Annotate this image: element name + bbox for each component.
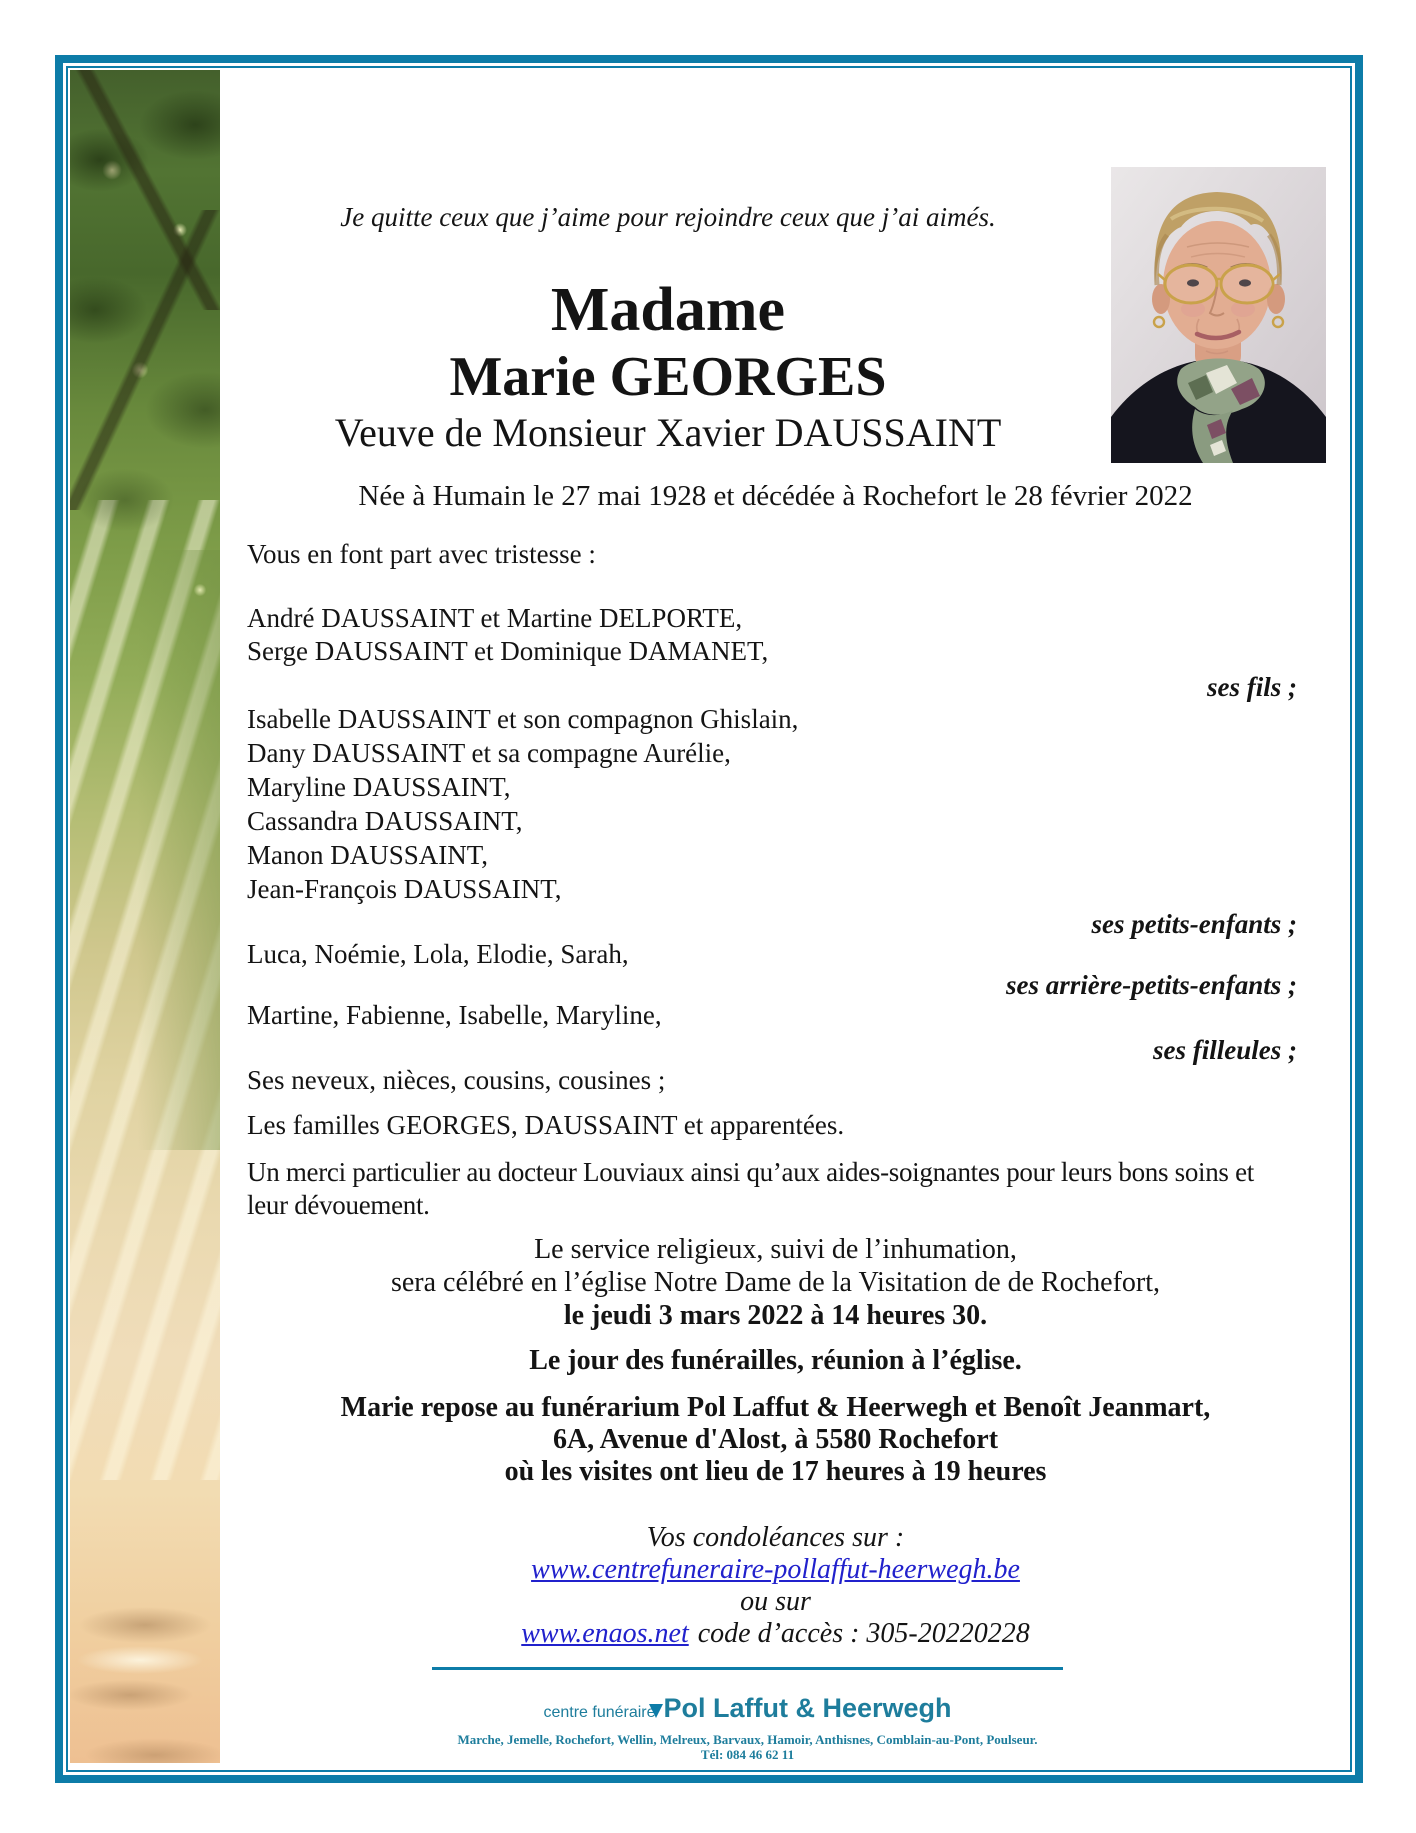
sons-label: ses fils ; [1207,672,1297,702]
repose-hours-line: où les visites ont lieu de 17 heures à 19 heures [504,1456,1047,1487]
great-grandchildren-line: Luca, Noémie, Lola, Elodie, Sarah, [247,939,629,969]
great-grandchildren-label: ses arrière-petits-enfants ; [1006,970,1297,1000]
footer-separator-line [432,1667,1063,1670]
condolences-intro: Vos condoléances sur : [646,1522,905,1553]
enaos-line [225,1618,1326,1650]
grandchild-line: Maryline DAUSSAINT, [247,772,511,802]
ceremony-date-line: le jeudi 3 mars 2022 à 14 heures 30. [563,1300,988,1331]
access-code: code d’accès : 305-20220228 [697,1618,1030,1649]
enaos-website-link[interactable]: www.enaos.net [521,1618,689,1649]
sons-line: André DAUSSAINT et Martine DELPORTE, [247,603,743,633]
widow-line: Veuve de Monsieur Xavier DAUSSAINT [334,410,1002,455]
phone-number: Tél: 084 46 62 11 [700,1747,795,1762]
epitaph: Je quitte ceux que j’aime pour rejoindre ceux que j’ai aimés. [340,202,996,232]
card-content [225,70,1326,1762]
grandchild-line: Jean-François DAUSSAINT, [247,874,562,904]
gathering-line: Le jour des funérailles, réunion à l’église. [529,1345,1022,1376]
header-row [225,70,1326,463]
brand-name: Pol Laffut & Heerwegh [663,1693,952,1723]
funeral-home-logo [432,1691,1063,1730]
grandchild-line: Dany DAUSSAINT et sa compagne Aurélie, [247,738,731,768]
page-title: Madame [550,276,786,344]
brand-prefix: centre funéraire [543,1704,656,1721]
relatives-line: Ses neveux, nièces, cousins, cousines ; [247,1065,666,1095]
logo-triangle-icon [649,1704,663,1718]
ceremony-line: sera célébré en l’église Notre Dame de la Visitation de de Rochefort, [390,1267,1161,1298]
family-section [225,538,1326,1222]
grandchild-line: Cassandra DAUSSAINT, [247,806,523,836]
goddaughters-line: Martine, Fabienne, Isabelle, Maryline, [247,1000,662,1030]
grandchild-line: Isabelle DAUSSAINT et son compagnon Ghislain, [247,704,799,734]
condolences-block [225,1522,1326,1650]
grandchild-line: Manon DAUSSAINT, [247,840,488,870]
repose-line: Marie repose au funérarium Pol Laffut & Heerwegh et Benoît Jeanmart, [340,1392,1211,1423]
header-text-block [225,70,1111,463]
deceased-name: Marie GEORGES [449,346,887,408]
goddaughters-label: ses filleules ; [1153,1035,1297,1065]
life-dates: Née à Humain le 27 mai 1928 et décédée à Rochefort le 28 février 2022 [358,480,1193,512]
condolences-link-line [225,1554,1326,1586]
thanks-paragraph: Un merci particulier au docteur Louviaux ainsi qu’aux aides-soignantes pour leurs bons soins et leur dévouement. [247,1157,1254,1220]
forest-path-photo [70,70,220,1763]
portrait-photo [1111,167,1326,463]
families-line: Les familles GEORGES, DAUSSAINT et apparentées. [247,1110,845,1140]
ceremony-section [225,1233,1326,1650]
funeral-home-website-link[interactable]: www.centrefuneraire-pollaffut-heerwegh.be [531,1554,1020,1585]
ceremony-line: Le service religieux, suivi de l’inhumation, [534,1234,1017,1265]
condolences-ou-line: ou sur [740,1586,811,1617]
funeral-home-footer [432,1691,1063,1762]
grandchildren-label: ses petits-enfants ; [1091,909,1297,939]
sons-line: Serge DAUSSAINT et Dominique DAMANET, [247,636,769,666]
repose-address-line: 6A, Avenue d'Alost, à 5580 Rochefort [552,1424,999,1455]
announcement-intro: Vous en font part avec tristesse : [247,539,596,569]
branch-cities: Marche, Jemelle, Rochefort, Wellin, Melreux, Barvaux, Hamoir, Anthisnes, Comblain-au-Pont, Poulseur. [457,1732,1038,1747]
